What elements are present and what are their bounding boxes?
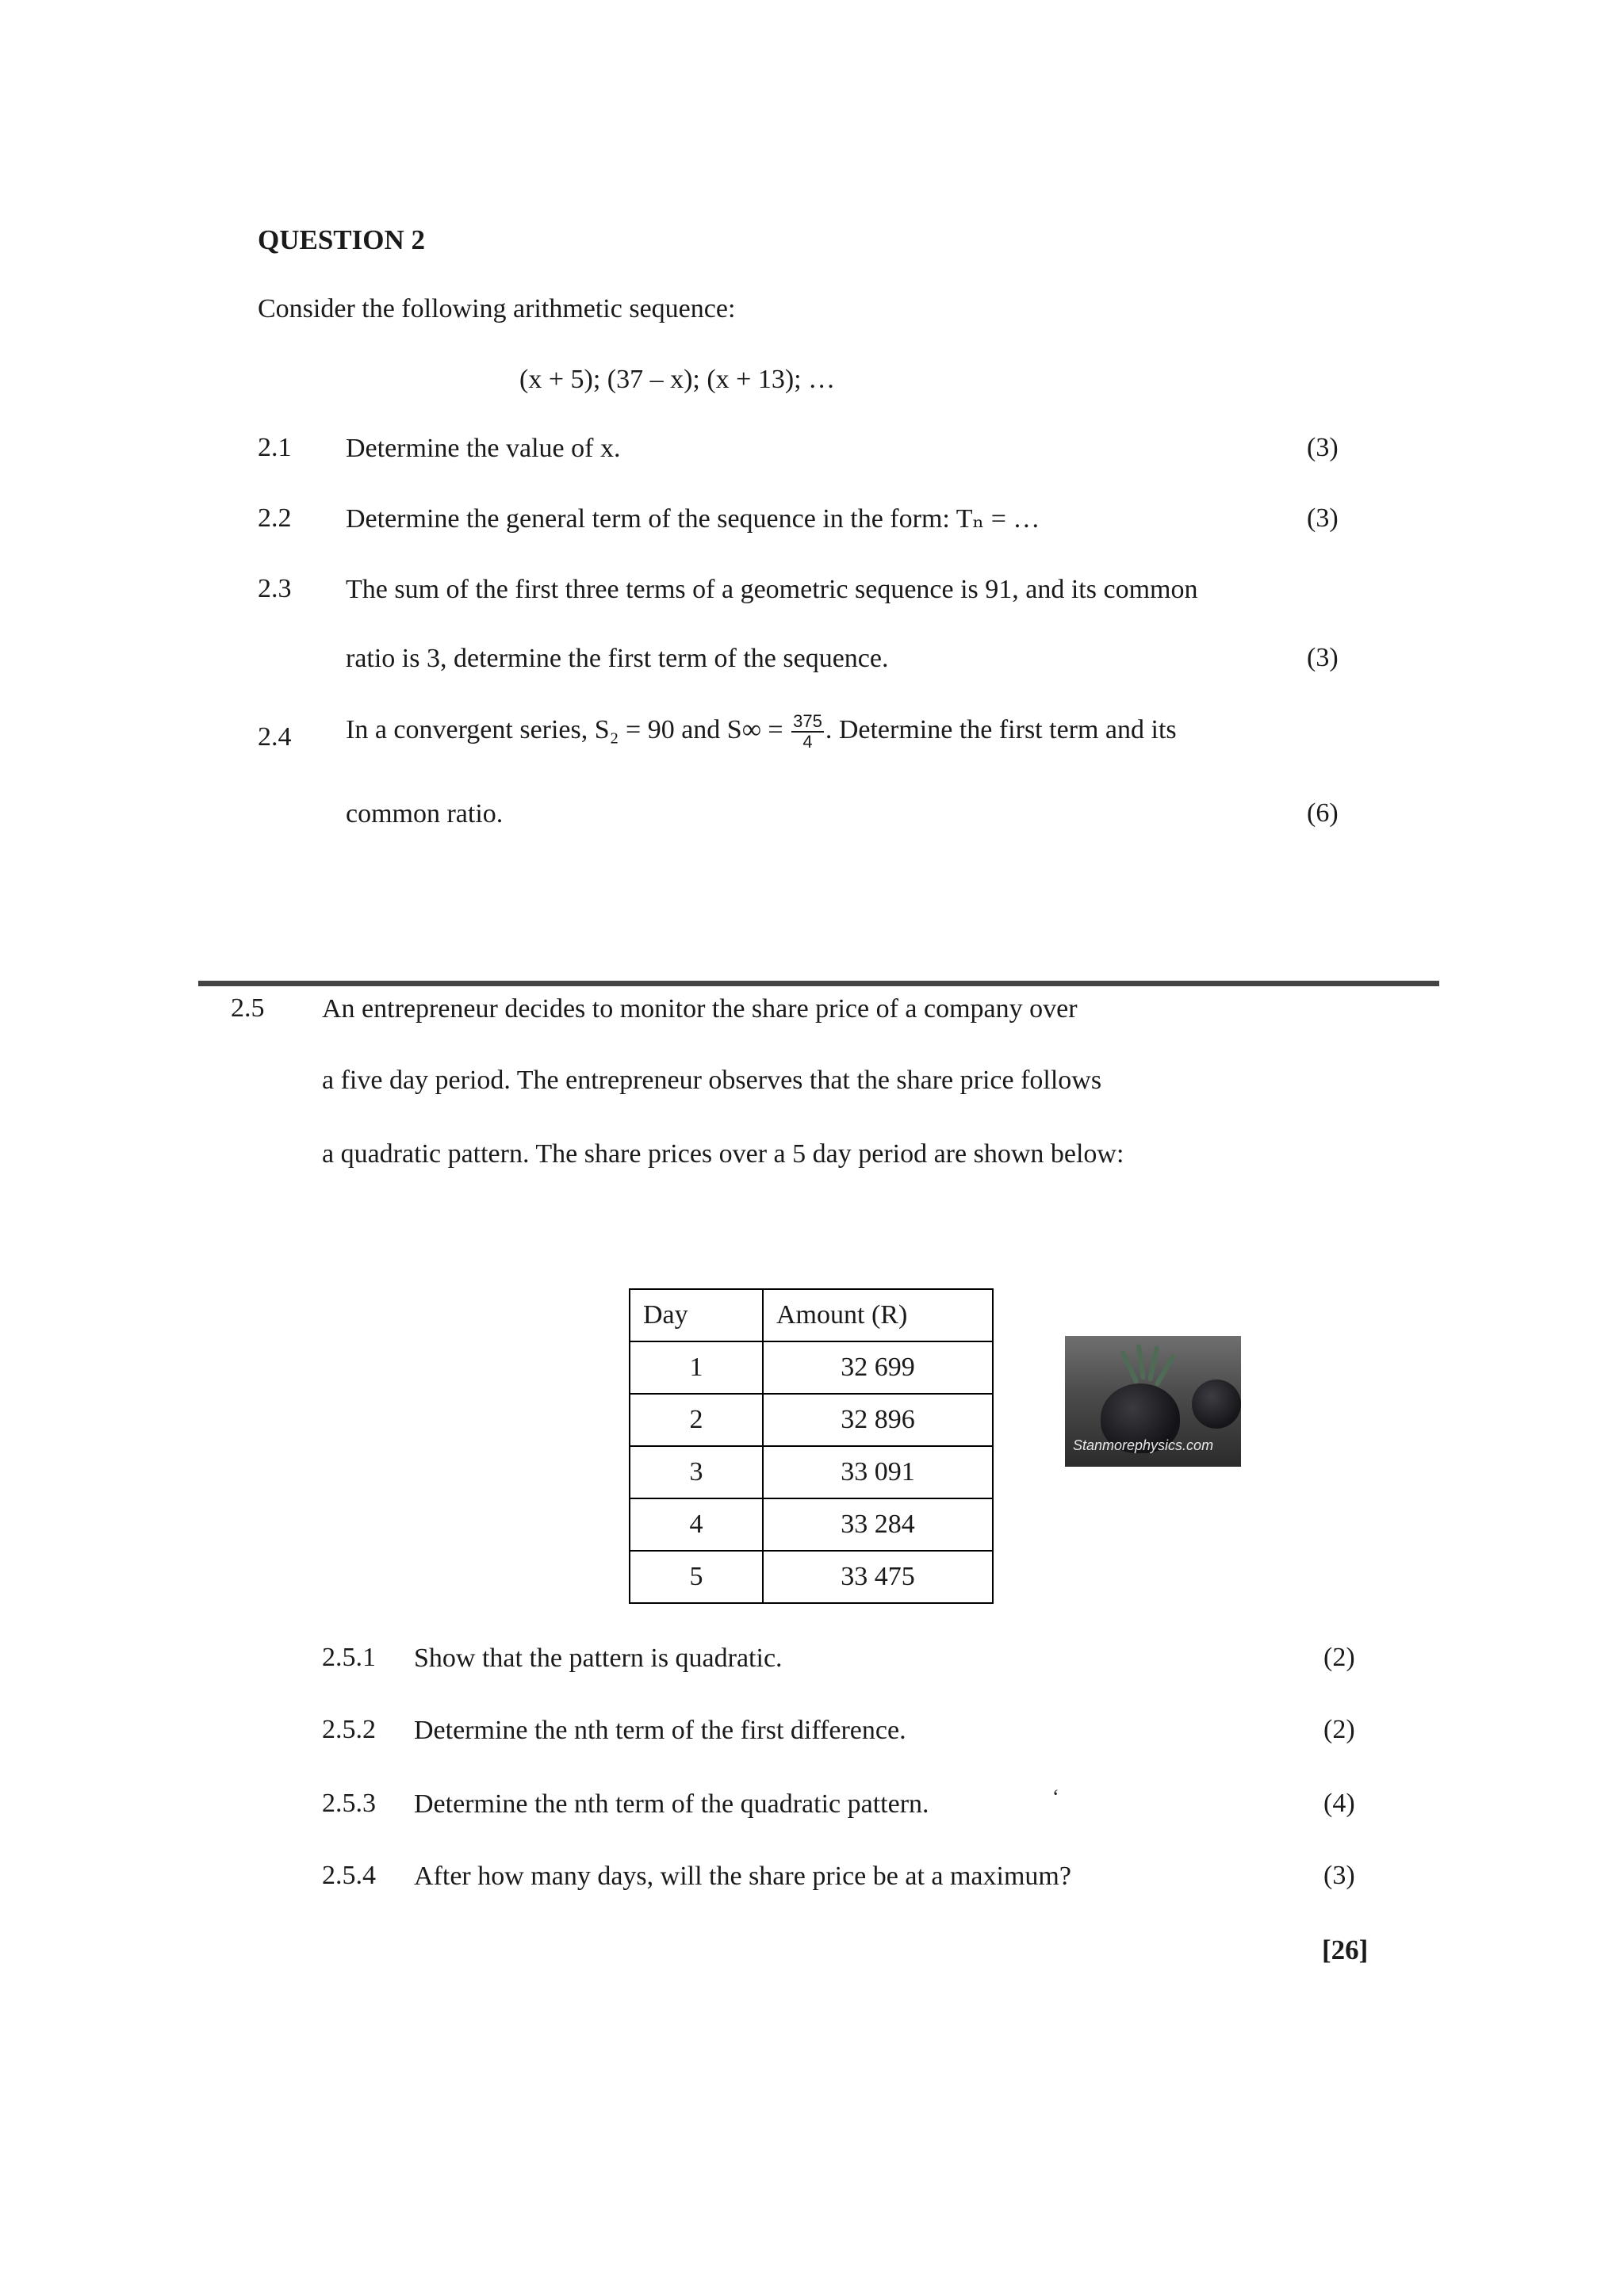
plant-pot-photo (1065, 1336, 1241, 1467)
header-day: Day (630, 1289, 763, 1341)
stray-mark: ‘ (1052, 1785, 1059, 1808)
s-infinity-fraction (791, 712, 824, 752)
header-amount: Amount (R) (763, 1289, 993, 1341)
subitem-text-2-5-1: Show that the pattern is quadratic. (414, 1644, 783, 1673)
cell-amount: 32 896 (763, 1394, 993, 1446)
leaf-shape (1136, 1344, 1146, 1380)
total-marks: [26] (1322, 1934, 1369, 1965)
table-row (630, 1446, 993, 1498)
subitem-number-2-5-3: 2.5.3 (322, 1789, 376, 1818)
item-number-2-1: 2.1 (258, 433, 292, 462)
fraction-numerator: 375 (793, 711, 822, 731)
table-header-row (630, 1289, 993, 1341)
subitem-number-2-5-4: 2.5.4 (322, 1861, 376, 1890)
item-text-2-4-line2: common ratio. (346, 799, 504, 828)
q25-line-3: a quadratic pattern. The share prices over a 5 day period are shown below: (322, 1139, 1124, 1169)
q25-line-2: a five day period. The entrepreneur observes that the share price follows (322, 1066, 1102, 1095)
fraction-denominator: 4 (802, 732, 813, 752)
item-mark-2-2: (3) (1307, 503, 1339, 533)
item-text-2-4-pre: In a convergent series, S₂ = 90 and S∞ = (346, 714, 783, 744)
subitem-text-2-5-3: Determine the nth term of the quadratic pattern. (414, 1789, 929, 1819)
cell-day: 3 (630, 1446, 763, 1498)
page-divider (198, 981, 1439, 986)
subitem-mark-2-5-4: (3) (1323, 1861, 1355, 1890)
subitem-number-2-5-1: 2.5.1 (322, 1643, 376, 1672)
leaf-shape (1154, 1354, 1176, 1387)
cell-day: 5 (630, 1551, 763, 1603)
item-number-2-2: 2.2 (258, 503, 292, 533)
pot-shape (1192, 1380, 1241, 1429)
table-row (630, 1498, 993, 1551)
subitem-mark-2-5-1: (2) (1323, 1643, 1355, 1672)
item-number-2-3: 2.3 (258, 574, 292, 603)
item-mark-2-4: (6) (1307, 798, 1339, 828)
intro-text: Consider the following arithmetic sequence: (258, 294, 736, 323)
cell-day: 4 (630, 1498, 763, 1551)
cell-amount: 32 699 (763, 1341, 993, 1394)
sequence-expression: (x + 5); (37 – x); (x + 13); … (519, 365, 836, 394)
cell-day: 1 (630, 1341, 763, 1394)
subitem-text-2-5-4: After how many days, will the share price be at a maximum? (414, 1862, 1071, 1891)
item-number-2-5: 2.5 (231, 993, 265, 1023)
item-text-2-3-line2: ratio is 3, determine the first term of the sequence. (346, 644, 889, 673)
cell-amount: 33 091 (763, 1446, 993, 1498)
item-text-2-2: Determine the general term of the sequence in the form: Tₙ = … (346, 504, 1040, 534)
subitem-text-2-5-2: Determine the nth term of the first difference. (414, 1716, 906, 1745)
item-text-2-3-line1: The sum of the first three terms of a geometric sequence is 91, and its common (346, 575, 1198, 604)
subitem-number-2-5-2: 2.5.2 (322, 1715, 376, 1744)
subitem-mark-2-5-2: (2) (1323, 1715, 1355, 1744)
item-text-2-4-post: . Determine the first term and its (825, 714, 1177, 744)
item-text-2-4-line1 (346, 712, 1177, 752)
cell-amount: 33 284 (763, 1498, 993, 1551)
cell-day: 2 (630, 1394, 763, 1446)
item-text-2-1: Determine the value of x. (346, 434, 621, 463)
subitem-mark-2-5-3: (4) (1323, 1789, 1355, 1818)
question-title: QUESTION 2 (258, 224, 426, 255)
item-mark-2-3: (3) (1307, 643, 1339, 672)
cell-amount: 33 475 (763, 1551, 993, 1603)
share-price-table (629, 1288, 994, 1604)
table-row (630, 1551, 993, 1603)
watermark-text: Stanmorephysics.com (1073, 1437, 1214, 1453)
item-number-2-4: 2.4 (258, 722, 292, 752)
table-row (630, 1341, 993, 1394)
item-mark-2-1: (3) (1307, 433, 1339, 462)
leaf-shape (1120, 1350, 1139, 1384)
table-row (630, 1394, 993, 1446)
q25-line-1: An entrepreneur decides to monitor the share price of a company over (322, 994, 1078, 1024)
